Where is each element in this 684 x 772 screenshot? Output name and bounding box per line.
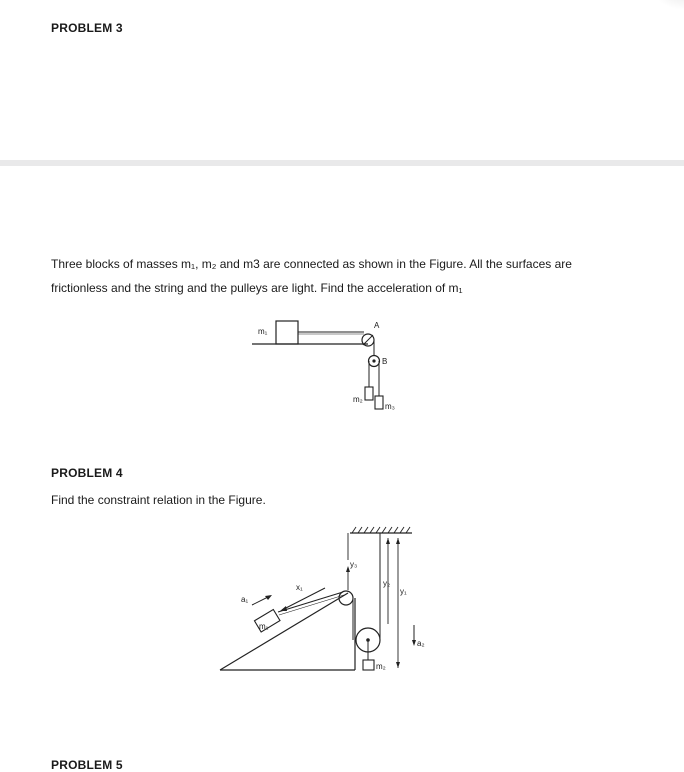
label-m1: m₁ [258,327,268,336]
label-m2: m₂ [376,662,386,671]
label-a1: a₁ [241,595,249,604]
label-m2: m₂ [353,395,363,404]
label-m3: m₃ [385,402,395,411]
pulley-b-axle [372,359,375,362]
problem-3-heading: PROBLEM 3 [51,21,123,35]
label-y1: y₁ [400,587,407,596]
problem-4-heading: PROBLEM 4 [51,466,123,480]
block-m3 [375,396,383,409]
y2-arrow-head-top [386,538,390,544]
label-b: B [382,357,388,366]
block-m2 [363,660,374,670]
problem-3-figure [240,310,440,430]
page-separator [0,160,684,166]
label-a: A [374,321,380,330]
label-y3: y₃ [350,560,358,569]
block-m1 [276,321,298,344]
label-m1: m₁ [259,622,269,631]
string-incline-lower [279,595,344,615]
a2-arrow-head [412,640,416,646]
problem-5-heading-partial: PROBLEM 5 [51,758,123,772]
label-a2: a₂ [417,639,425,648]
label-x1: x₁ [296,583,303,592]
ceiling-hatching [352,527,410,533]
y1-arrow-head-top [396,538,400,544]
block-m2 [365,387,373,400]
label-y2: y₂ [383,579,391,588]
problem-3-text-line-1: Three blocks of masses m₁, m₂ and m3 are connected as shown in the Figure. All the surfaces are [51,257,572,271]
incline-slope [220,593,348,670]
page-corner-shadow [654,0,684,10]
problem-3-text-line-2: frictionless and the string and the pulleys are light. Find the acceleration of m₁ [51,281,463,295]
y1-arrow-head-bottom [396,662,400,668]
x1-arrow-head-left [280,606,287,611]
problem-4-text: Find the constraint relation in the Figure. [51,493,266,507]
problem-4-figure [200,520,440,680]
